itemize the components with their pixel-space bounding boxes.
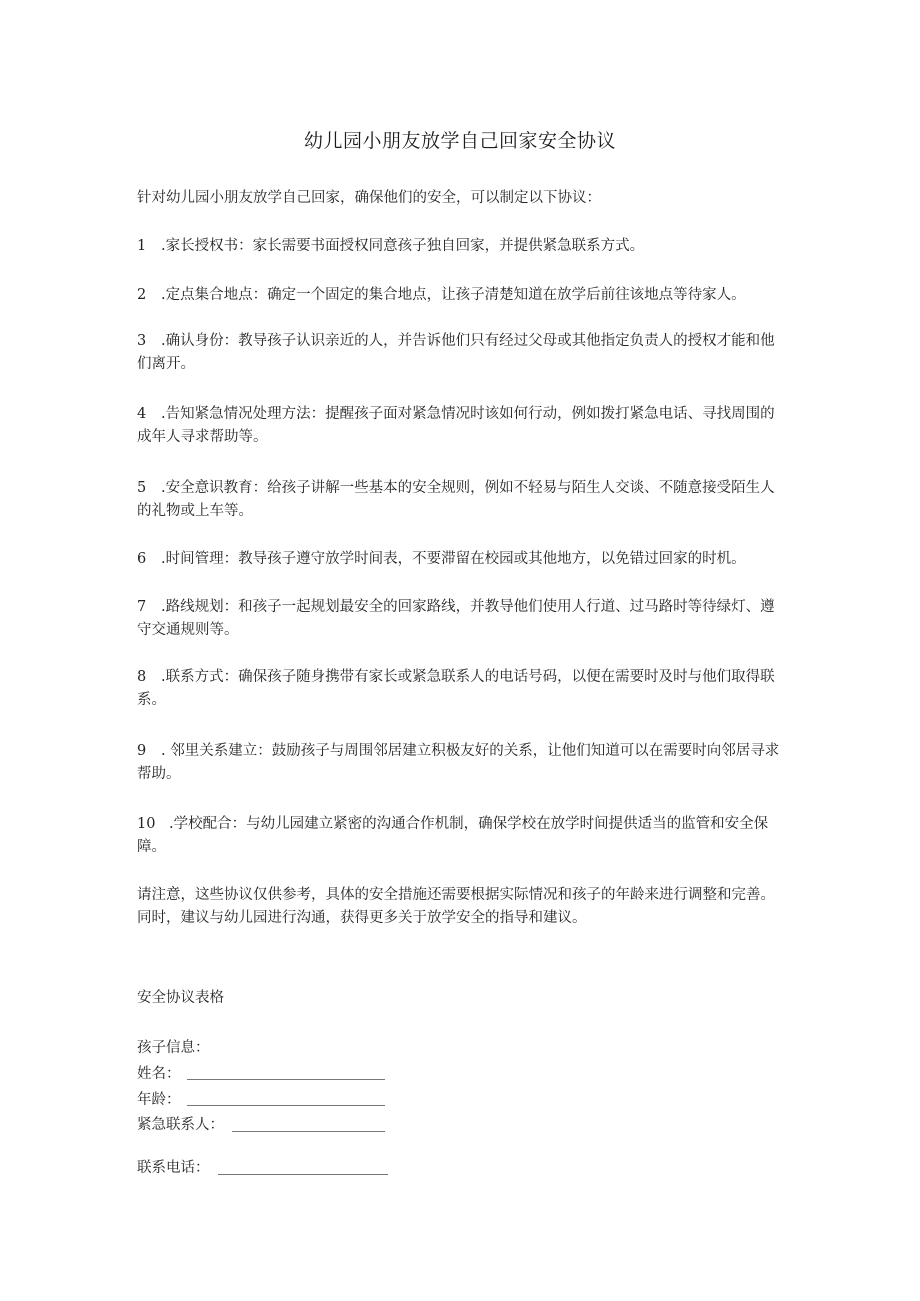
agreement-item-6	[137, 548, 785, 571]
item-number: 4	[137, 406, 147, 422]
item-text: . 邻里关系建立：鼓励孩子与周围邻居建立积极友好的关系，让他们知道可以在需要时向邻居寻求帮助。	[137, 743, 780, 782]
item-text: .告知紧急情况处理方法：提醒孩子面对紧急情况时该如何行动，例如拨打紧急电话、寻找周围的成年人寻求帮助等。	[137, 406, 775, 445]
agreement-item-4	[137, 403, 785, 449]
item-number: 2	[137, 287, 147, 303]
agreement-item-8	[137, 666, 785, 712]
item-number: 6	[137, 551, 147, 567]
phone-label: 联系电话：	[137, 1160, 210, 1176]
item-text: .定点集合地点：确定一个固定的集合地点，让孩子清楚知道在放学后前往该地点等待家人。	[161, 287, 746, 303]
agreement-item-5	[137, 477, 785, 523]
item-number: 9	[137, 743, 147, 759]
age-label: 年龄：	[137, 1092, 181, 1108]
name-blank-line[interactable]	[187, 1079, 385, 1080]
intro-paragraph: 针对幼儿园小朋友放学自己回家，确保他们的安全，可以制定以下协议：	[137, 190, 601, 206]
agreement-item-1	[137, 235, 785, 258]
agreement-item-9	[137, 740, 785, 786]
agreement-item-10	[137, 813, 785, 859]
item-text: .确认身份：教导孩子认识亲近的人，并告诉他们只有经过父母或其他指定负责人的授权才能和他们离开。	[137, 333, 775, 372]
agreement-item-7	[137, 596, 785, 642]
item-number: 3	[137, 333, 147, 349]
child-info-label: 孩子信息：	[137, 1040, 210, 1056]
document-title: 幼儿园小朋友放学自己回家安全协议	[303, 130, 616, 152]
item-text: .学校配合：与幼儿园建立紧密的沟通合作机制，确保学校在放学时间提供适当的监管和安全保障。	[137, 816, 769, 855]
name-label: 姓名：	[137, 1066, 181, 1082]
item-number: 10	[137, 816, 156, 832]
item-number: 1	[137, 238, 147, 254]
item-text: .路线规划：和孩子一起规划最安全的回家路线，并教导他们使用人行道、过马路时等待绿灯、遵守交通规则等。	[137, 599, 775, 638]
phone-blank-line[interactable]	[218, 1174, 388, 1175]
emergency-contact-label: 紧急联系人：	[137, 1117, 224, 1133]
note-paragraph: 请注意，这些协议仅供参考，具体的安全措施还需要根据实际情况和孩子的年龄来进行调整和完善。同时，建议与幼儿园进行沟通，获得更多关于放学安全的指导和建议。	[137, 887, 775, 926]
item-text: .安全意识教育：给孩子讲解一些基本的安全规则，例如不轻易与陌生人交谈、不随意接受陌生人的礼物或上车等。	[137, 480, 775, 519]
item-text: .家长授权书：家长需要书面授权同意孩子独自回家，并提供紧急联系方式。	[161, 238, 645, 254]
item-number: 7	[137, 599, 147, 615]
item-number: 8	[137, 669, 147, 685]
item-text: .联系方式：确保孩子随身携带有家长或紧急联系人的电话号码，以便在需要时及时与他们取得联系。	[137, 669, 775, 708]
age-blank-line[interactable]	[187, 1105, 385, 1106]
item-number: 5	[137, 480, 147, 496]
emergency-contact-blank-line[interactable]	[232, 1131, 385, 1132]
agreement-item-3	[137, 330, 785, 376]
agreement-item-2	[137, 284, 785, 307]
form-title: 安全协议表格	[137, 990, 224, 1006]
item-text: .时间管理：教导孩子遵守放学时间表，不要滞留在校园或其他地方，以免错过回家的时机。	[161, 551, 746, 567]
